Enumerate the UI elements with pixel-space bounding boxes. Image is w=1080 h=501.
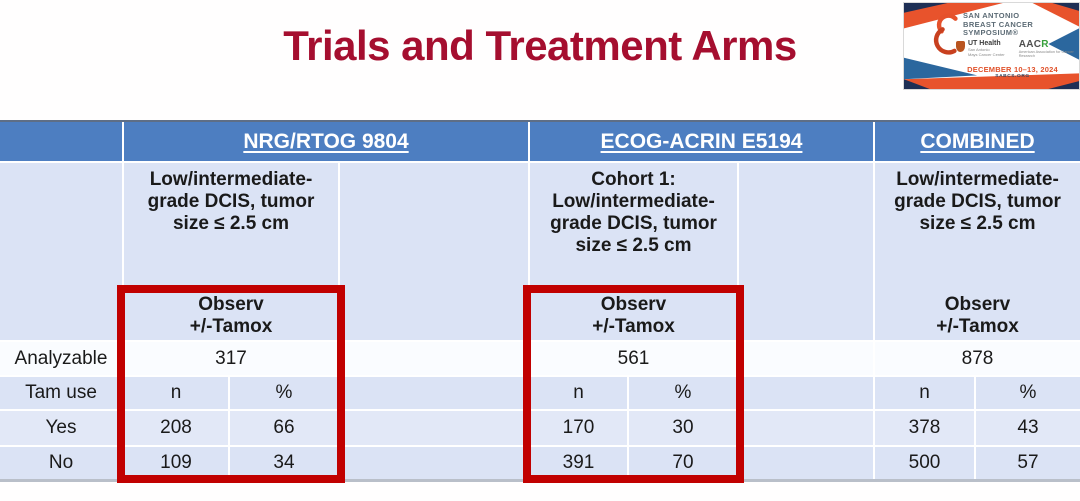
nrg-yes-n: 208 [124,411,228,445]
ecog-yes-empty [739,411,873,445]
combined-treatment-arm: Observ +/-Tamox [936,294,1019,337]
ecog-pct-header: % [629,377,737,409]
nrg-treatment-arm: Observ +/-Tamox [189,294,273,337]
nrg-analyzable-value: 317 [124,342,338,375]
nrg-no-n: 109 [124,447,228,479]
logo-org-line: BREAST CANCER [963,19,1034,29]
nrg-pct-header: % [230,377,338,409]
combined-yes-pct: 43 [976,411,1080,445]
combined-eligibility-text: Low/intermediate- grade DCIS, tumor size ≤ 2.5 cm [894,169,1061,234]
header-nrg-rtog-9804 [124,122,528,161]
nrg-no-empty [340,447,528,479]
row-label-no: No [0,447,122,479]
ecog-n-header: n [530,377,627,409]
sabcs-logo [903,2,1080,90]
desc-row-label-cell [0,163,122,340]
ecog-analyzable-value: 561 [530,342,737,375]
ut-health-sub2: Mays Cancer Center [968,51,1005,57]
combined-yes-n: 378 [875,411,974,445]
logo-org-line: SYMPOSIUM® [963,28,1019,37]
page-title: Trials and Treatment Arms [283,22,797,69]
logo-org-line: SAN ANTONIO [963,11,1020,20]
header-ecog-label: ECOG-ACRIN E5194 [600,129,803,153]
logo-org-name [963,12,1033,38]
nrg-no-pct: 34 [230,447,338,479]
aacr-block [1019,40,1077,58]
nrg-highlight-box [117,285,345,483]
header-nrg-label: NRG/RTOG 9804 [243,129,409,153]
ecog-treatment-arm: Observ +/-Tamox [592,294,675,337]
ecog-analyzable-empty [739,342,873,375]
header-combined [875,122,1080,161]
ecog-empty-cell [739,163,873,340]
row-label-analyzable: Analyzable [0,342,122,375]
logo-site: SABCS.ORG [995,74,1030,79]
aacr-subtitle: American Association for Cancer Research [1018,50,1074,59]
ut-health-name: UT Health [968,40,1001,47]
ecog-no-n: 391 [530,447,627,479]
row-label-yes: Yes [0,411,122,445]
aacr-logo: AACR [1018,39,1049,50]
combined-pct-header: % [976,377,1080,409]
ecog-no-empty [739,447,873,479]
ecog-no-pct: 70 [629,447,737,479]
logo-date: DECEMBER 10–13, 2024 [967,65,1058,74]
ut-health-sub1: San Antonio [968,47,990,52]
combined-description-cell [875,163,1080,340]
ecog-highlight-box [523,285,744,483]
combined-no-pct: 57 [976,447,1080,479]
nrg-eligibility-text: Low/intermediate- grade DCIS, tumor size ≤ 2.5 cm [147,169,315,234]
ecog-yes-n: 170 [530,411,627,445]
ecog-eligibility-text: Cohort 1: Low/intermediate- grade DCIS, tumor size ≤ 2.5 cm [550,169,717,256]
combined-analyzable-value: 878 [875,342,1080,375]
combined-n-header: n [875,377,974,409]
header-combined-label: COMBINED [920,129,1035,153]
nrg-empty-cell [340,163,528,340]
row-label-tam-use: Tam use [0,377,122,409]
ecog-tamuse-empty [739,377,873,409]
header-ecog-acrin-e5194 [530,122,873,161]
ut-health-block [968,40,1005,57]
ut-health-shield-icon [956,41,965,52]
header-corner-cell [0,122,122,161]
combined-no-n: 500 [875,447,974,479]
nrg-n-header: n [124,377,228,409]
nrg-tamuse-empty [340,377,528,409]
ecog-yes-pct: 30 [629,411,737,445]
nrg-yes-pct: 66 [230,411,338,445]
logo-partners [956,40,1077,58]
nrg-yes-empty [340,411,528,445]
nrg-analyzable-empty [340,342,528,375]
